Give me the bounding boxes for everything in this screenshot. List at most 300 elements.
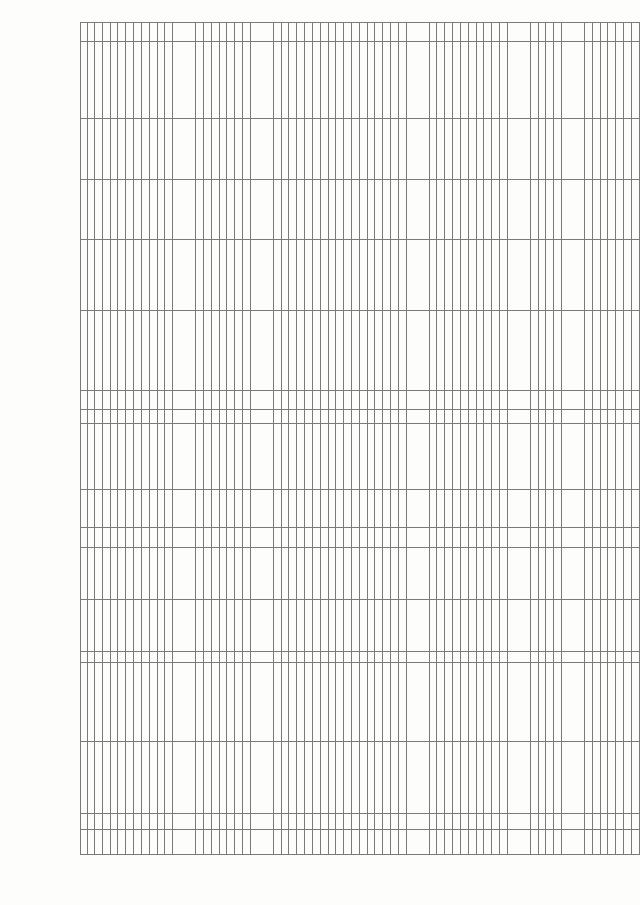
table-cell [468,410,476,424]
table-cell [211,547,219,599]
table-cell [235,599,243,651]
table-cell [592,391,600,410]
table-cell [538,742,546,813]
table-cell [211,662,219,742]
table-cell [554,547,562,599]
table-header-row [88,23,95,855]
table-cell [616,489,624,527]
table-cell [562,742,585,813]
table-cell [600,547,608,599]
table-row [437,23,445,855]
table-cell [289,651,297,662]
table-cell [173,830,196,855]
table-cell [88,42,95,119]
table-cell [219,240,227,311]
table-cell [445,423,453,489]
table-cell [102,423,110,489]
table-cell [227,423,235,489]
table-cell [95,423,103,489]
table-cell [250,662,273,742]
table-cell [375,547,383,599]
table-cell [149,311,157,391]
table-cell [592,830,600,855]
table-cell [126,651,134,662]
table-cell [95,179,103,239]
table-cell [134,42,142,119]
table-row [484,23,492,855]
table-cell [600,813,608,829]
table-cell [460,489,468,527]
table-cell [211,23,219,42]
table-cell [351,240,359,311]
table-cell [196,42,204,119]
table-cell [499,599,507,651]
table-cell [538,23,546,42]
table-cell [203,311,211,391]
table-cell [157,651,165,662]
table-cell [624,599,632,651]
table-cell [165,42,173,119]
table-cell [165,119,173,179]
page-mark [128,445,134,459]
table-cell [507,119,530,179]
table-cell [367,240,375,311]
table-cell [546,23,554,42]
table-cell [406,42,429,119]
table-cell [608,391,616,410]
table-cell [398,119,406,179]
table-cell [243,179,251,239]
table-cell [351,651,359,662]
table-cell [429,42,437,119]
table-cell [359,651,367,662]
table-cell [530,651,538,662]
table-cell [398,489,406,527]
table-cell [484,830,492,855]
table-cell [227,547,235,599]
table-cell [429,179,437,239]
table-row [546,23,554,855]
table-cell [453,311,461,391]
table-cell [359,391,367,410]
table-cell [149,651,157,662]
table-cell [157,179,165,239]
table-cell [383,662,391,742]
table-row [351,23,359,855]
table-cell [429,547,437,599]
table-cell [281,599,289,651]
table-cell [538,410,546,424]
table-cell [367,489,375,527]
table-cell [616,119,624,179]
table-cell [289,813,297,829]
table-cell [608,489,616,527]
table-cell [305,179,313,239]
table-cell [102,311,110,391]
table-cell [305,240,313,311]
table-cell [359,23,367,42]
table-cell [81,410,88,424]
table-cell [126,240,134,311]
table-row [243,23,251,855]
table-cell [320,599,328,651]
table-row [157,23,165,855]
table-cell [157,311,165,391]
table-cell [351,311,359,391]
table-cell [320,651,328,662]
table-cell [375,391,383,410]
table-cell [476,599,484,651]
table-cell [336,830,344,855]
table-cell [134,489,142,527]
table-row [398,23,406,855]
table-cell [297,547,305,599]
table-cell [530,830,538,855]
table-cell [297,528,305,547]
table-cell [336,119,344,179]
table-cell [157,662,165,742]
table-cell [429,651,437,662]
table-cell [351,489,359,527]
table-cell [631,489,639,527]
table-cell [173,528,196,547]
table-cell [250,813,273,829]
table-cell [391,651,399,662]
table-cell [273,179,281,239]
table-cell [468,42,476,119]
table-cell [391,599,399,651]
table-cell [281,23,289,42]
table-cell [126,410,134,424]
table-cell [359,813,367,829]
table-cell [546,391,554,410]
table-cell [592,311,600,391]
table-row [95,23,103,855]
table-cell [530,391,538,410]
table-cell [592,23,600,42]
table-cell [460,391,468,410]
table-cell [445,391,453,410]
table-row [328,23,336,855]
table-cell [468,391,476,410]
table-cell [453,599,461,651]
table-cell [289,42,297,119]
table-cell [203,547,211,599]
table-cell [297,391,305,410]
table-cell [351,179,359,239]
table-row [289,23,297,855]
table-cell [546,813,554,829]
table-cell [383,391,391,410]
table-cell [631,410,639,424]
table-row [235,23,243,855]
table-cell [453,23,461,42]
table-cell [445,410,453,424]
table-row [126,23,134,855]
table-cell [592,547,600,599]
table-cell [616,742,624,813]
table-cell [219,23,227,42]
table-cell [530,547,538,599]
table-cell [250,742,273,813]
table-row [305,23,313,855]
table-cell [445,179,453,239]
table-cell [351,23,359,42]
table-cell [81,240,88,311]
table-cell [336,391,344,410]
table-cell [624,23,632,42]
table-cell [398,423,406,489]
table-cell [250,311,273,391]
table-cell [102,489,110,527]
table-cell [88,391,95,410]
table-cell [631,662,639,742]
table-cell [157,423,165,489]
table-cell [608,119,616,179]
table-cell [585,240,593,311]
table-cell [250,240,273,311]
table-cell [227,489,235,527]
table-cell [367,651,375,662]
table-cell [367,830,375,855]
table-cell [126,119,134,179]
table-cell [460,42,468,119]
table-cell [492,651,500,662]
table-cell [273,311,281,391]
table-cell [554,179,562,239]
table-cell [499,547,507,599]
table-cell [391,813,399,829]
table-cell [453,528,461,547]
table-cell [616,23,624,42]
table-cell [445,23,453,42]
table-cell [312,23,320,42]
table-cell [173,651,196,662]
table-cell [445,830,453,855]
table-cell [102,651,110,662]
table-cell [585,830,593,855]
table-cell [95,42,103,119]
table-cell [173,311,196,391]
table-cell [102,240,110,311]
table-cell [118,547,126,599]
table-cell [102,599,110,651]
table-cell [297,42,305,119]
table-cell [81,742,88,813]
table-cell [344,651,352,662]
table-cell [554,599,562,651]
table-cell [289,311,297,391]
table-cell [383,528,391,547]
table-cell [445,651,453,662]
table-cell [235,119,243,179]
table-row [538,23,546,855]
table-cell [227,240,235,311]
table-cell [336,240,344,311]
table-cell [460,179,468,239]
table-cell [608,410,616,424]
table-cell [126,391,134,410]
table-cell [320,547,328,599]
table-cell [157,742,165,813]
table-cell [328,240,336,311]
table-cell [507,813,530,829]
table-cell [453,240,461,311]
table-cell [281,528,289,547]
table-row [312,23,320,855]
table-cell [81,528,88,547]
table-cell [141,240,149,311]
table-cell [157,599,165,651]
table-cell [538,528,546,547]
table-cell [95,311,103,391]
table-cell [585,489,593,527]
table-cell [165,599,173,651]
table-cell [235,391,243,410]
table-cell [250,119,273,179]
table-cell [149,119,157,179]
table-cell [351,742,359,813]
table-cell [227,830,235,855]
table-cell [95,391,103,410]
table-cell [305,23,313,42]
table-cell [289,23,297,42]
table-cell [305,599,313,651]
table-cell [391,311,399,391]
table-cell [149,599,157,651]
table-cell [102,391,110,410]
table-cell [227,311,235,391]
table-cell [196,391,204,410]
table-cell [530,23,538,42]
table-row [203,23,211,855]
table-cell [616,813,624,829]
table-cell [468,651,476,662]
table-cell [460,528,468,547]
table-cell [468,742,476,813]
table-cell [141,23,149,42]
table-cell [429,813,437,829]
table-cell [320,179,328,239]
table-row [429,23,437,855]
table-cell [375,651,383,662]
table-cell [88,830,95,855]
table-cell [530,311,538,391]
table-cell [507,528,530,547]
table-cell [196,410,204,424]
table-cell [530,813,538,829]
table-cell [273,489,281,527]
table-cell [134,311,142,391]
table-cell [538,830,546,855]
table-cell [312,179,320,239]
table-cell [165,240,173,311]
table-cell [585,547,593,599]
table-row [616,23,624,855]
table-cell [312,42,320,119]
table-row [367,23,375,855]
table-cell [149,423,157,489]
table-cell [507,179,530,239]
table-cell [88,23,95,42]
table-cell [336,42,344,119]
table-cell [81,42,88,119]
table-row [219,23,227,855]
table-cell [391,547,399,599]
table-cell [219,410,227,424]
table-cell [437,391,445,410]
table-row [102,23,110,855]
table-row [499,23,507,855]
table-cell [492,23,500,42]
table-cell [134,813,142,829]
table-cell [476,391,484,410]
table-cell [328,119,336,179]
table-cell [336,547,344,599]
table-cell [592,489,600,527]
table-cell [203,240,211,311]
table-cell [359,547,367,599]
table-cell [359,742,367,813]
table-cell [530,179,538,239]
table-cell [328,599,336,651]
table-cell [554,528,562,547]
table-cell [453,42,461,119]
table-cell [336,651,344,662]
table-cell [367,23,375,42]
table-cell [507,423,530,489]
table-cell [476,528,484,547]
table-cell [336,813,344,829]
table-cell [468,662,476,742]
table-cell [437,651,445,662]
table-cell [344,42,352,119]
table-cell [391,662,399,742]
table-cell [600,662,608,742]
table-cell [468,547,476,599]
table-cell [453,651,461,662]
table-cell [134,528,142,547]
table-cell [211,599,219,651]
table-cell [484,528,492,547]
table-cell [273,547,281,599]
table-cell [429,410,437,424]
table-cell [126,42,134,119]
table-cell [118,528,126,547]
table-cell [608,528,616,547]
table-cell [149,528,157,547]
table-cell [351,410,359,424]
table-cell [196,651,204,662]
table-cell [173,662,196,742]
table-cell [437,179,445,239]
table-cell [398,391,406,410]
table-cell [453,547,461,599]
table-cell [616,651,624,662]
table-cell [398,662,406,742]
table-cell [81,651,88,662]
table-row [118,23,126,855]
table-cell [328,651,336,662]
table-cell [499,813,507,829]
table-cell [453,410,461,424]
table-cell [562,423,585,489]
table-cell [429,311,437,391]
table-cell [546,240,554,311]
table-cell [476,547,484,599]
table-cell [592,813,600,829]
table-cell [484,547,492,599]
